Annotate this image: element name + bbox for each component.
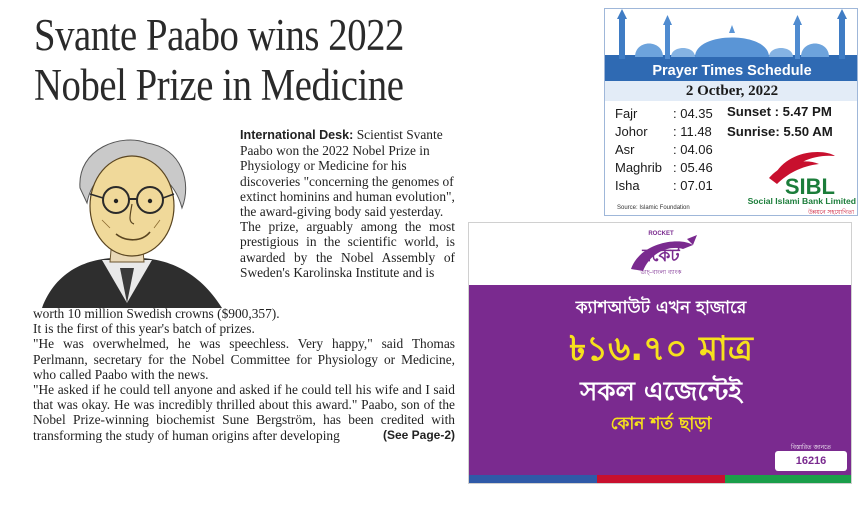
prayer-source: Source: Islamic Foundation bbox=[617, 205, 690, 211]
prayer-row-johor bbox=[615, 123, 713, 141]
ad-color-stripe bbox=[469, 475, 852, 484]
prayer-row-isha bbox=[615, 177, 713, 195]
article-column-full bbox=[33, 306, 455, 443]
rocket-logo-small-text: ROCKET bbox=[648, 231, 674, 237]
sun-times bbox=[727, 102, 833, 142]
prayer-name: Isha bbox=[615, 178, 640, 193]
prayer-time: : 07.01 bbox=[673, 178, 713, 193]
article-paragraph-5-text: "He asked if he could tell anyone and asked if he could tell his wife and I said that was okay. He was incredibly thrilled about this award." Paabo, son of the Nobel Prize-winning biochemist Sune Bergström, has been credited with transforming the study of human origins after developing bbox=[33, 382, 455, 443]
sunset-time: Sunset : 5.47 PM bbox=[727, 104, 832, 119]
rocket-logo-text: রকেট bbox=[642, 246, 680, 266]
stripe-red bbox=[597, 475, 725, 484]
prayer-name: Asr bbox=[615, 142, 635, 157]
bank-name: Social Islami Bank Limited bbox=[747, 196, 856, 206]
prayer-title: Prayer Times Schedule bbox=[652, 63, 812, 79]
article-paragraph-5 bbox=[33, 382, 455, 443]
prayer-name: Johor bbox=[615, 124, 648, 139]
article-paragraph-1 bbox=[240, 127, 455, 219]
see-page-link[interactable]: (See Page-2) bbox=[382, 427, 455, 442]
ad-headline-3: সকল এজেন্টেই bbox=[580, 377, 742, 407]
article-paragraph-1-text: Scientist Svante Paabo won the 2022 Nobel Prize in Physiology or Medicine for his discoveries "concerning the genomes of extinct hominins and human evolution", the award-giving body said yesterday. bbox=[240, 127, 455, 220]
stripe-green bbox=[725, 475, 852, 484]
prayer-times-list bbox=[615, 105, 713, 195]
stripe-blue bbox=[469, 475, 597, 484]
headline-line-1: Svante Paabo wins 2022 bbox=[34, 10, 404, 60]
headline-line-2: Nobel Prize in Medicine bbox=[34, 60, 404, 110]
prayer-row-maghrib bbox=[615, 159, 713, 177]
article-paragraph-2: The prize, arguably among the most prestigious in the scientific world, is awarded by the Nobel Assembly of Sweden's Karolinska Institute and is bbox=[240, 219, 455, 280]
article-dateline: International Desk: bbox=[240, 128, 354, 142]
prayer-time: : 11.48 bbox=[673, 124, 712, 139]
rocket-advertisement[interactable] bbox=[468, 222, 852, 484]
ad-hotline-number[interactable]: 16216 bbox=[775, 451, 847, 471]
bank-tagline: উন্নয়নে সহযোগিতা bbox=[808, 210, 854, 216]
ad-headline-1: ক্যাশআউট এখন হাজারে bbox=[575, 298, 747, 318]
prayer-row-fajr bbox=[615, 105, 713, 123]
rocket-logo-subtext: ডাচ্‌-বাংলা ব্যাংক bbox=[640, 269, 682, 276]
headline bbox=[34, 10, 516, 110]
prayer-times-box bbox=[604, 8, 858, 216]
article-paragraph-2-continued: worth 10 million Swedish crowns ($900,357). bbox=[33, 306, 280, 321]
article-paragraph-3: It is the first of this year's batch of prizes. bbox=[33, 321, 255, 337]
ad-price: ৳১৬.৭০ মাত্র bbox=[569, 329, 753, 369]
prayer-name: Maghrib bbox=[615, 160, 662, 175]
prayer-name: Fajr bbox=[615, 106, 638, 121]
portrait-illustration bbox=[32, 128, 232, 308]
prayer-date: 2 Octber, 2022 bbox=[605, 81, 858, 101]
article-column-right bbox=[240, 127, 455, 280]
prayer-row-asr bbox=[615, 141, 713, 159]
prayer-time: : 04.06 bbox=[673, 142, 713, 157]
ad-hotline-label: বিস্তারিত জানতে bbox=[790, 444, 832, 451]
sunrise-time: Sunrise: 5.50 AM bbox=[727, 124, 833, 139]
ad-headline-4: কোন শর্ত ছাড়া bbox=[610, 414, 712, 434]
sibl-logo-text: SIBL bbox=[784, 174, 835, 199]
prayer-time: : 05.46 bbox=[673, 160, 713, 175]
article-paragraph-4: "He was overwhelmed, he was speechless. Very happy," said Thomas Perlmann, secretary for the Nobel Committee for Physiology or Medicine, who called Paabo with the news. bbox=[33, 336, 455, 382]
prayer-time: : 04.35 bbox=[673, 106, 713, 121]
